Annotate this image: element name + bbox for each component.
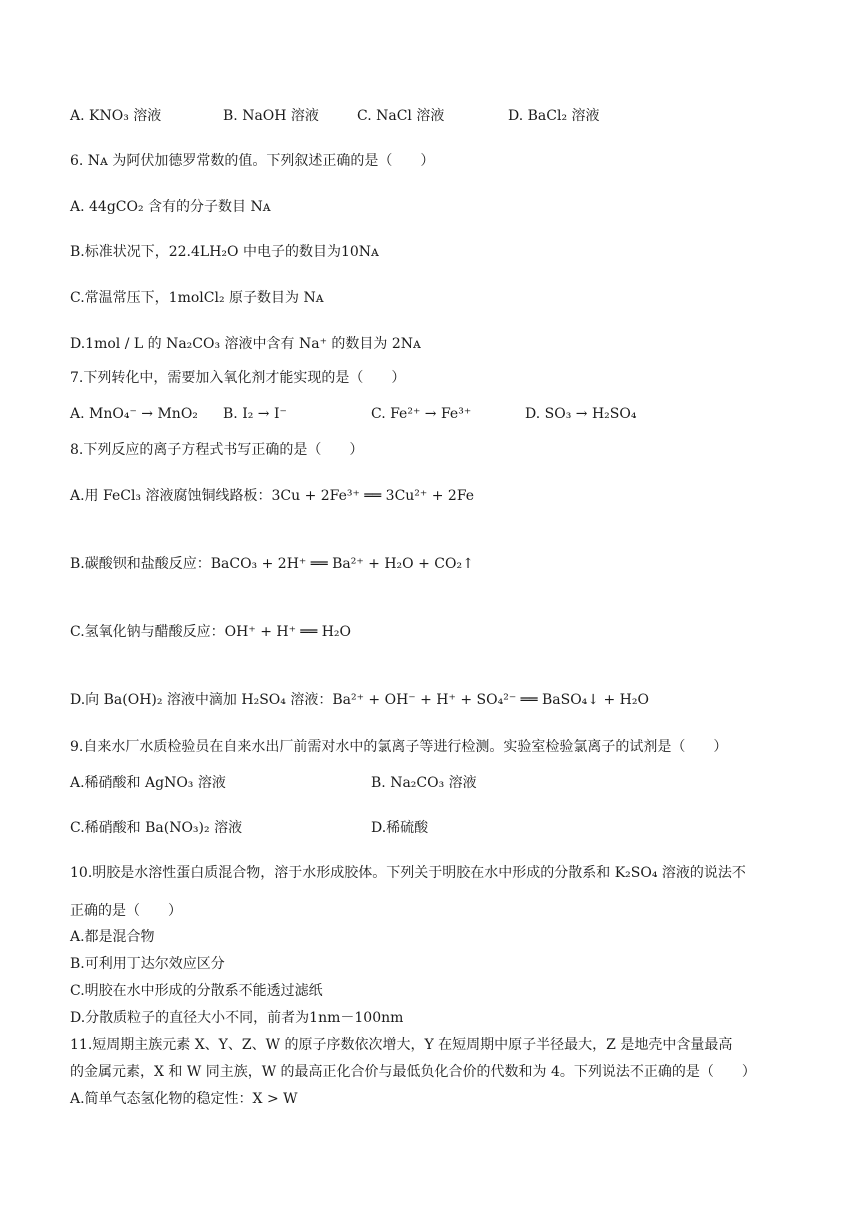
- q10-stem-line2: 正确的是（ ）: [70, 903, 182, 919]
- q8-option-b: B.碳酸钡和盐酸反应：BaCO₃ + 2H⁺ ══ Ba²⁺ + H₂O + CO₂↑: [70, 556, 474, 572]
- q9-options-ab: [70, 773, 477, 793]
- q10-option-b: B.可利用丁达尔效应区分: [70, 956, 225, 972]
- q9-option-b: B. Na₂CO₃ 溶液: [371, 775, 477, 791]
- q8-option-d: D.向 Ba(OH)₂ 溶液中滴加 H₂SO₄ 溶液：Ba²⁺ + OH⁻ + H⁺ + SO₄²⁻ ══ BaSO₄↓ + H₂O: [70, 692, 649, 708]
- q11-stem-line1: 11.短周期主族元素 X、Y、Z、W 的原子序数依次增大，Y 在短周期中原子半径最大，Z 是地壳中含量最高: [70, 1037, 733, 1053]
- q5-option-c: C. NaCl 溶液: [357, 108, 445, 124]
- q6-option-a: A. 44gCO₂ 含有的分子数目 Nᴀ: [70, 199, 271, 215]
- q6-option-d: D.1mol / L 的 Na₂CO₃ 溶液中含有 Na⁺ 的数目为 2Nᴀ: [70, 336, 421, 352]
- q6-option-b: B.标准状况下，22.4LH₂O 中电子的数目为10Nᴀ: [70, 244, 379, 260]
- q10-stem-line1: 10.明胶是水溶性蛋白质混合物，溶于水形成胶体。下列关于明胶在水中形成的分散系和 K₂SO₄ 溶液的说法不: [70, 865, 746, 881]
- q10-option-a: A.都是混合物: [70, 929, 155, 945]
- q9-stem: 9.自来水厂水质检验员在自来水出厂前需对水中的氯离子等进行检测。实验室检验氯离子的试剂是（ ）: [70, 739, 728, 755]
- q9-options-cd: [70, 818, 428, 838]
- q9-option-c: C.稀硝酸和 Ba(NO₃)₂ 溶液: [70, 820, 243, 836]
- q6-option-c: C.常温常压下，1molCl₂ 原子数目为 Nᴀ: [70, 290, 324, 306]
- q5-option-a: A. KNO₃ 溶液: [70, 108, 162, 124]
- q11-stem-line2: 的金属元素，X 和 W 同主族，W 的最高正化合价与最低负化合价的代数和为 4。下列说法不正确的是（ ）: [70, 1064, 756, 1080]
- q5-options: [70, 106, 600, 126]
- q7-option-b: B. I₂ → I⁻: [223, 406, 287, 422]
- q7-option-d: D. SO₃ → H₂SO₄: [525, 406, 637, 422]
- q10-option-d: D.分散质粒子的直径大小不同，前者为1nm－100nm: [70, 1010, 404, 1026]
- q8-stem: 8.下列反应的离子方程式书写正确的是（ ）: [70, 442, 364, 458]
- q7-options: [70, 404, 636, 424]
- q8-option-c: C.氢氧化钠与醋酸反应：OH⁺ + H⁺ ══ H₂O: [70, 624, 352, 640]
- q5-option-b: B. NaOH 溶液: [223, 108, 319, 124]
- q11-option-a: A.简单气态氢化物的稳定性：X > W: [70, 1091, 298, 1107]
- q5-option-d: D. BaCl₂ 溶液: [508, 108, 600, 124]
- q7-option-c: C. Fe²⁺ → Fe³⁺: [371, 406, 472, 422]
- q7-stem: 7.下列转化中，需要加入氧化剂才能实现的是（ ）: [70, 370, 406, 386]
- q9-option-d: D.稀硫酸: [371, 820, 429, 836]
- q7-option-a: A. MnO₄⁻ → MnO₂: [70, 406, 198, 422]
- q9-option-a: A.稀硝酸和 AgNO₃ 溶液: [70, 775, 226, 791]
- q8-option-a: A.用 FeCl₃ 溶液腐蚀铜线路板：3Cu + 2Fe³⁺ ══ 3Cu²⁺ + 2Fe: [70, 488, 475, 504]
- q6-stem: 6. Nᴀ 为阿伏加德罗常数的值。下列叙述正确的是（ ）: [70, 153, 435, 169]
- q10-option-c: C.明胶在水中形成的分散系不能透过滤纸: [70, 983, 323, 999]
